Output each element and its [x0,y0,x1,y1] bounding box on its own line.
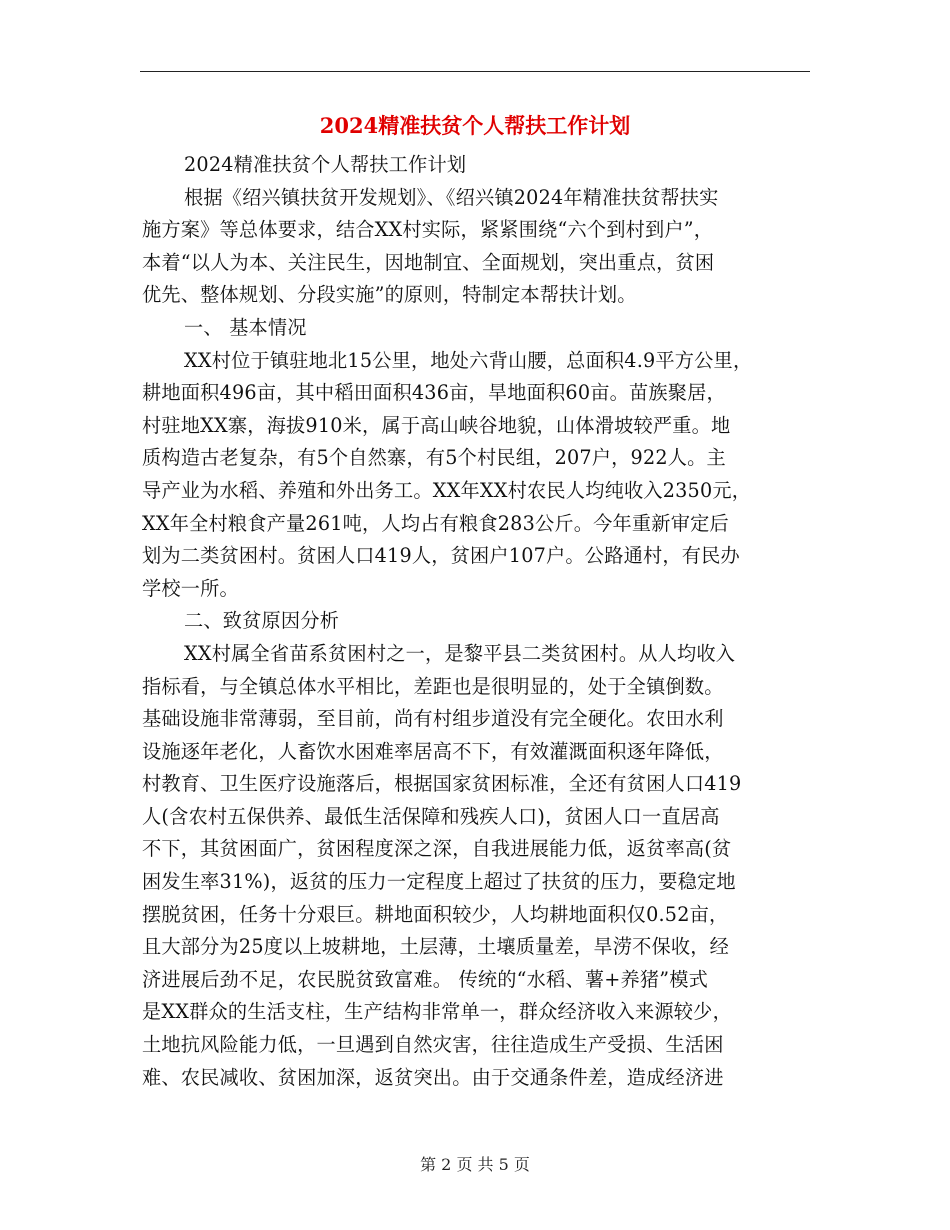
body-line: 村驻地XX寨，海拔910米，属于高山峡谷地貌，山体滑坡较严重。地 [142,413,731,437]
body-line: XX村属全省苗系贫困村之一，是黎平县二类贫困村。从人均收入 [184,641,736,665]
header-rule [140,71,810,72]
body-line: 优先、整体规划、分段实施”的原则，特制定本帮扶计划。 [142,283,637,307]
body-line: 基础设施非常薄弱，至目前，尚有村组步道没有完全硬化。农田水利 [142,707,724,731]
body-line: 是XX群众的生活支柱，生产结构非常单一，群众经济收入来源较少， [142,1000,732,1024]
body-line: 二、致贫原因分析 [184,609,340,633]
body-line: 耕地面积496亩，其中稻田面积436亩，旱地面积60亩。苗族聚居， [142,381,726,405]
body-line: 难、农民减收、贫困加深，返贫突出。由于交通条件差，造成经济进 [142,1065,724,1089]
body-line: 质构造古老复杂，有5个自然寨，有5个村民组，207户，922人。主 [142,446,726,470]
body-line: 学校一所。 [142,576,239,600]
body-line: 摆脱贫困，任务十分艰巨。耕地面积较少，人均耕地面积仅0.52亩， [142,902,729,926]
body-line: 且大部分为25度以上坡耕地，土层薄，土壤质量差，旱涝不保收，经 [142,935,730,959]
body-line: 根据《绍兴镇扶贫开发规划》、《绍兴镇2024年精准扶贫帮扶实 [184,185,719,209]
page-footer: 第 2 页 共 5 页 [420,1155,530,1174]
body-line: XX村位于镇驻地北15公里，地处六背山腰，总面积4.9平方公里， [184,348,753,372]
body-line: 一、 基本情况 [184,315,307,339]
body-line: 人(含农村五保供养、最低生活保障和残疾人口)，贫困人口一直居高 [142,804,720,828]
document-title: 2024精准扶贫个人帮扶工作计划 [319,113,631,138]
body-line: 2024精准扶贫个人帮扶工作计划 [184,153,467,176]
body-line: 指标看，与全镇总体水平相比，差距也是很明显的，处于全镇倒数。 [142,674,724,698]
body-line: 济进展后劲不足，农民脱贫致富难。 传统的“水稻、薯+养猪”模式 [142,967,709,991]
body-line: 不下，其贫困面广，贫困程度深之深，自我进展能力低，返贫率高(贫 [142,837,732,861]
body-line: 村教育、卫生医疗设施落后，根据国家贫困标准，全还有贫困人口419 [142,772,742,796]
body-line: 导产业为水稻、养殖和外出务工。XX年XX村农民人均纯收入2350元， [142,478,752,502]
document-body [142,149,810,1094]
body-line: 本着“以人为本、关注民生，因地制宜、全面规划，突出重点，贫困 [142,250,715,274]
body-line: 土地抗风险能力低，一旦遇到自然灾害，往往造成生产受损、生活困 [142,1033,724,1057]
body-line: 困发生率31%)，返贫的压力一定程度上超过了扶贫的压力，要稳定地 [142,870,736,894]
body-line: 施方案》等总体要求，结合XX村实际，紧紧围绕“六个到村到户”， [142,218,714,242]
body-line: XX年全村粮食产量261吨，人均占有粮食283公斤。今年重新审定后 [142,511,729,535]
body-line: 设施逐年老化，人畜饮水困难率居高不下，有效灌溉面积逐年降低， [142,739,724,763]
body-line: 划为二类贫困村。贫困人口419人，贫困户107户。公路通村，有民办 [142,544,740,568]
